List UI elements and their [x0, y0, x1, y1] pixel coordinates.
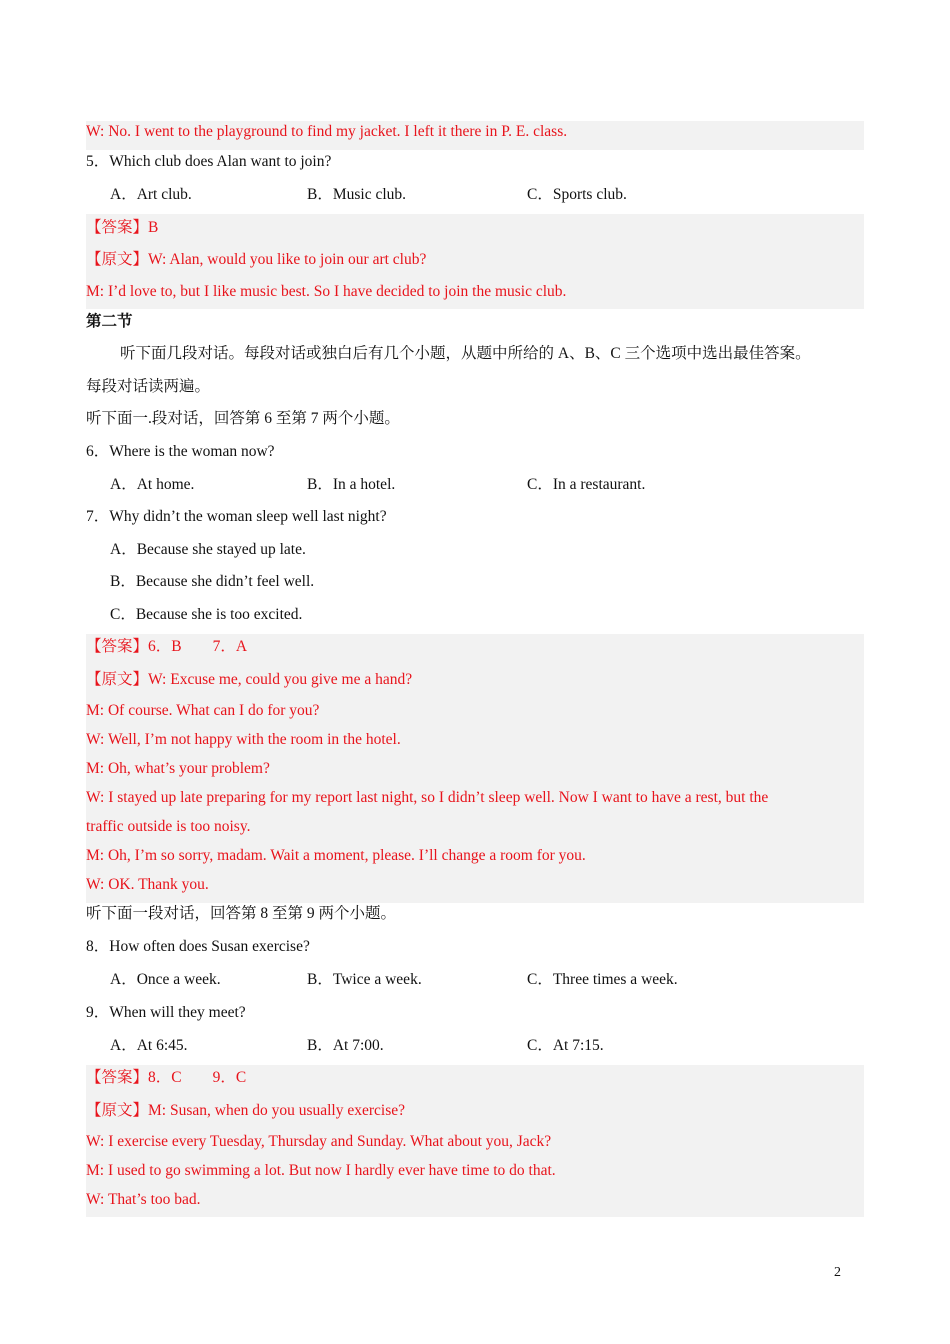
option-c: C．At 7:15. [527, 1037, 604, 1054]
option-a: A．Because she stayed up late. [110, 541, 306, 558]
script-line: 【原文】M: Susan, when do you usually exercise? [86, 1102, 405, 1119]
option-c: C．Three times a week. [527, 971, 678, 988]
question-8: 8．How often does Susan exercise? [86, 938, 310, 955]
question-7: 7．Why didn’t the woman sleep well last night? [86, 508, 387, 525]
script-line: M: Oh, what’s your problem? [86, 760, 270, 777]
script-line: W: OK. Thank you. [86, 876, 209, 893]
answer-label: 【答案】B [86, 219, 159, 236]
script-line: W: Well, I’m not happy with the room in the hotel. [86, 731, 401, 748]
option-a: A．At home. [110, 476, 195, 493]
script-line: W: That’s too bad. [86, 1191, 201, 1208]
option-c: C．In a restaurant. [527, 476, 646, 493]
script-line: 【原文】W: Alan, would you like to join our art club? [86, 251, 427, 268]
script-line: traffic outside is too noisy. [86, 818, 251, 835]
script-line: W: I stayed up late preparing for my report last night, so I didn’t sleep well. Now I want to have a rest, but the [86, 789, 769, 806]
option-b: B．Music club. [307, 186, 407, 203]
script-line: W: No. I went to the playground to find my jacket. I left it there in P. E. class. [86, 123, 568, 140]
option-a: A．Art club. [110, 186, 192, 203]
section-heading: 第二节 [86, 313, 133, 330]
question-9: 9．When will they meet? [86, 1004, 246, 1021]
option-b: B．At 7:00. [307, 1037, 384, 1054]
question-5: 5．Which club does Alan want to join? [86, 153, 332, 170]
option-b: B．Because she didn’t feel well. [110, 573, 315, 590]
script-line: 【原文】W: Excuse me, could you give me a hand? [86, 671, 413, 688]
option-b: B．Twice a week. [307, 971, 422, 988]
section-instruction-cont: 每段对话读两遍。 [86, 378, 211, 395]
script-line: M: Of course. What can I do for you? [86, 702, 320, 719]
answer-label: 【答案】6．B 7．A [86, 638, 248, 655]
script-line: M: I’d love to, but I like music best. So I have decided to join the music club. [86, 283, 567, 300]
page-number: 2 [834, 1265, 841, 1280]
script-line: W: I exercise every Tuesday, Thursday and Sunday. What about you, Jack? [86, 1133, 552, 1150]
section-instruction: 听下面几段对话。每段对话或独白后有几个小题，从题中所给的 A、B、C 三个选项中选出最佳答案。 [120, 345, 811, 362]
dialogue-intro: 听下面一.段对话，回答第 6 至第 7 两个小题。 [86, 410, 400, 427]
option-a: A．At 6:45. [110, 1037, 188, 1054]
question-6: 6．Where is the woman now? [86, 443, 275, 460]
script-line: M: I used to go swimming a lot. But now I hardly ever have time to do that. [86, 1162, 556, 1179]
option-c: C．Sports club. [527, 186, 627, 203]
answer-label: 【答案】8．C 9．C [86, 1069, 247, 1086]
dialogue-intro: 听下面一段对话，回答第 8 至第 9 两个小题。 [86, 905, 397, 922]
option-c: C．Because she is too excited. [110, 606, 303, 623]
script-line: M: Oh, I’m so sorry, madam. Wait a moment, please. I’ll change a room for you. [86, 847, 586, 864]
option-a: A．Once a week. [110, 971, 221, 988]
option-b: B．In a hotel. [307, 476, 396, 493]
